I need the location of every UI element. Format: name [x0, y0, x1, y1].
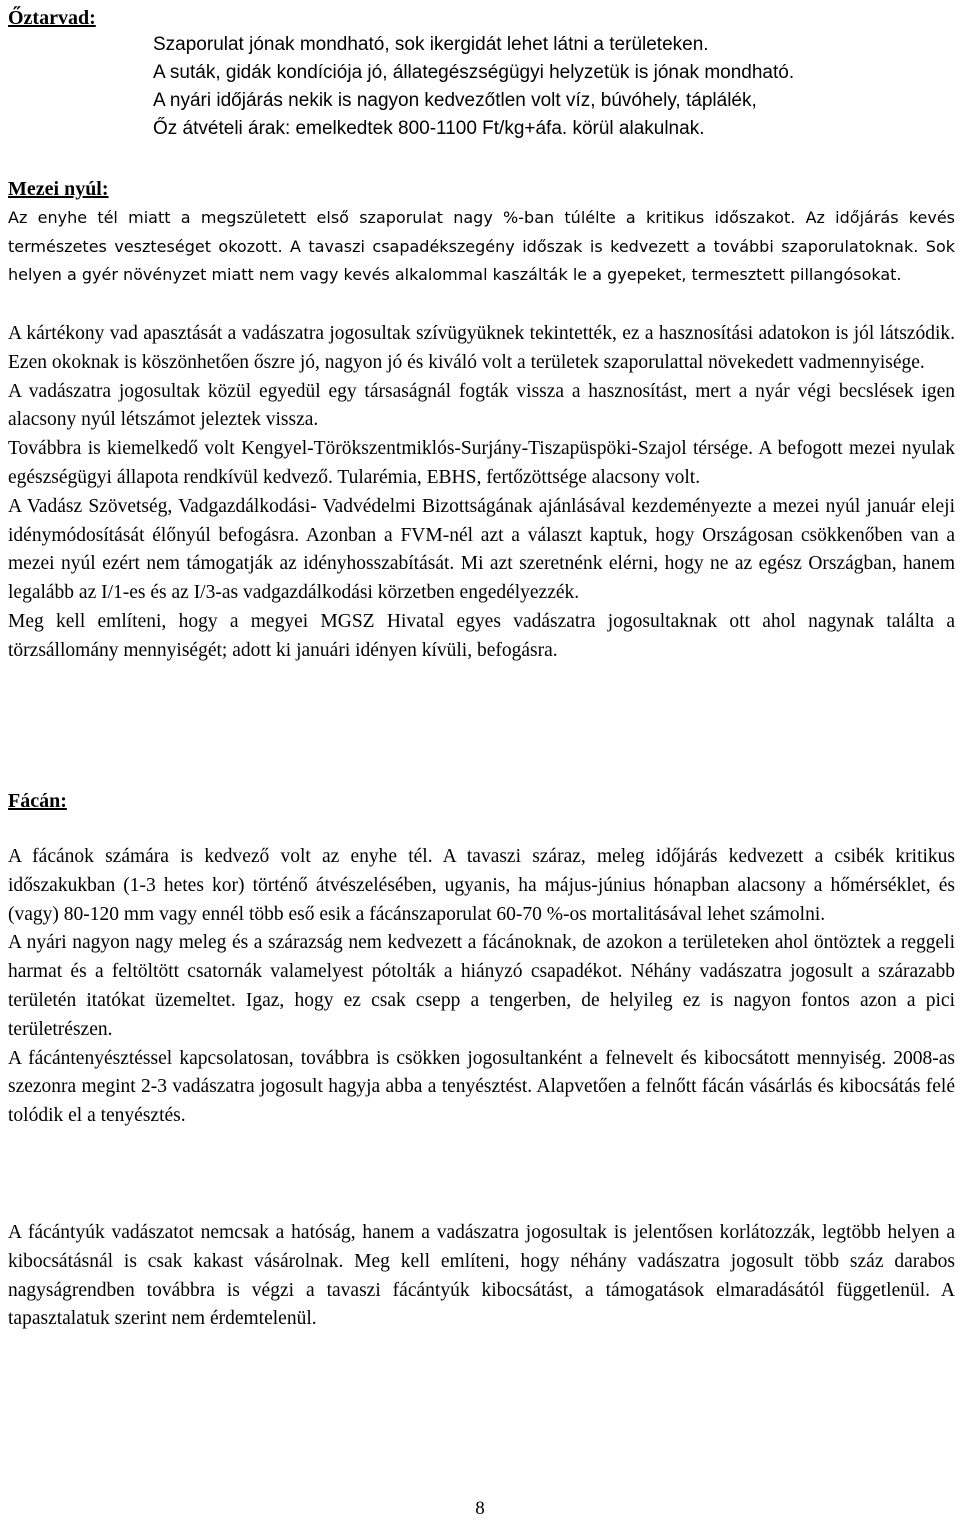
facan-section-2	[8, 1219, 955, 1334]
mezei-nyul-body	[8, 320, 955, 666]
mezei-paragraph: Meg kell említeni, hogy a megyei MGSZ Hivatal egyes vadászatra jogosultaknak ott ahol nagynak találta a törzsállomány mennyiségét; adott ki januári idényen kívüli, befogásra.	[8, 610, 955, 661]
facan-paragraph: A fácántenyésztéssel kapcsolatosan, továbbra is csökken jogosultanként a felnevelt és kibocsátott mennyiség. 2008-as szezonra megint 2-3 vadászatra jogosult hagyja abba a tenyésztést. Alapvetően a felnőtt fácán vásárlás és kibocsátás felé tolódik el a tenyésztés.	[8, 1047, 955, 1127]
mezei-paragraph: Továbbra is kiemelkedő volt Kengyel-Törökszentmiklós-Surjány-Tiszapüspöki-Szajol térsége. A befogott mezei nyulak egészségügyi állapota rendkívül kedvező. Tularémia, EBHS, fertőzöttsége alacsony volt.	[8, 438, 955, 488]
mezei-paragraph: A vadászatra jogosultak közül egyedül egy társaságnál fogták vissza a hasznosítást, mert a nyár végi becslések igen alacsony nyúl létszámot jeleztek vissza.	[8, 380, 955, 431]
facan-heading: Fácán:	[8, 790, 67, 812]
oztarvad-line: Szaporulat jónak mondható, sok ikergidát lehet látni a területeken.	[153, 34, 709, 55]
mezei-paragraph: Az enyhe tél miatt a megszületett első szaporulat nagy %-ban túlélte a kritikus időszakot. Az időjárás kevés természetes veszteséget okozott. A tavaszi csapadékszegény időszak is kedvezett a további szaporulatoknak. Sok helyen a gyér növényzet miatt nem vagy kevés alkalommal kaszálták le a gyepeket, termesztett pillangósokat.	[8, 208, 955, 284]
facan-section	[8, 843, 955, 1131]
page-number: 8	[475, 1498, 485, 1519]
facan-paragraph: A nyári nagyon nagy meleg és a szárazság nem kedvezett a fácánoknak, de azokon a területeken ahol öntöztek a reggeli harmat és a feltöltött csatornák valamelyest pótolták a hiányzó csapadékot. Néhány vadászatra jogosult a szárazabb területén itatókat üzemeltet. Igaz, hogy ez csak csepp a tengerben, de helyileg ez is nagyon fontos azon a pici területrészen.	[8, 932, 955, 1040]
mezei-nyul-heading: Mezei nyúl:	[8, 178, 109, 200]
facan-paragraph: A fácánok számára is kedvező volt az enyhe tél. A tavaszi száraz, meleg időjárás kedvezett a csibék kritikus időszakukban (1-3 hetes kor) történő átvészelésében, ugyanis, ha május-június hónapban alacsony a hőmérséklet, és (vagy) 80-120 mm vagy ennél több eső esik a fácánszaporulat 60-70 %-os mortalitásával lehet számolni.	[8, 846, 955, 925]
facan-paragraph: A fácántyúk vadászatot nemcsak a hatóság, hanem a vadászatra jogosultak is jelentősen korlátozzák, legtöbb helyen a kibocsátásnál is csak kakast vásárolnak. Meg kell említeni, hogy néhány vadászatra jogosult több száz darabos nagyságrendben továbbra is végzi a tavaszi fácántyúk kibocsátást, a támogatások elmaradásától függetlenül. A tapasztalatuk szerint nem érdemtelenül.	[8, 1222, 955, 1330]
oztarvad-line: A suták, gidák kondíciója jó, állategészségügyi helyzetük is jónak mondható.	[153, 62, 795, 83]
mezei-paragraph: A kártékony vad apasztását a vadászatra jogosultak szívügyüknek tekintették, ez a hasznosítási adatokon is jól látszódik. Ezen okoknak is köszönhetően őszre jó, nagyon jó és kiváló volt a területek szaporulattal növekedett vadmennyisége.	[8, 323, 955, 373]
oztarvad-line: A nyári időjárás nekik is nagyon kedvezőtlen volt víz, búvóhely, táplálék,	[153, 90, 757, 111]
oztarvad-heading: Őztarvad:	[8, 7, 96, 29]
mezei-paragraph: A Vadász Szövetség, Vadgazdálkodási- Vadvédelmi Bizottságának ajánlásával kezdeményezte a mezei nyúl január eleji idénymódosítását élőnyúl befogásra. Azonban a FVM-nél azt a választ kaptuk, hogy Országosan csökkenőben van a mezei nyúl ezért nem támogatják az idényhosszabítását. Mi azt szeretnénk elérni, hogy ne az egész Országban, hanem legalább az I/1-es és az I/3-as vadgazdálkodási körzetben engedélyezzék.	[8, 495, 955, 604]
mezei-nyul-section	[8, 204, 955, 290]
oztarvad-line: Őz átvételi árak: emelkedtek 800-1100 Ft/kg+áfa. körül alakulnak.	[153, 118, 705, 139]
